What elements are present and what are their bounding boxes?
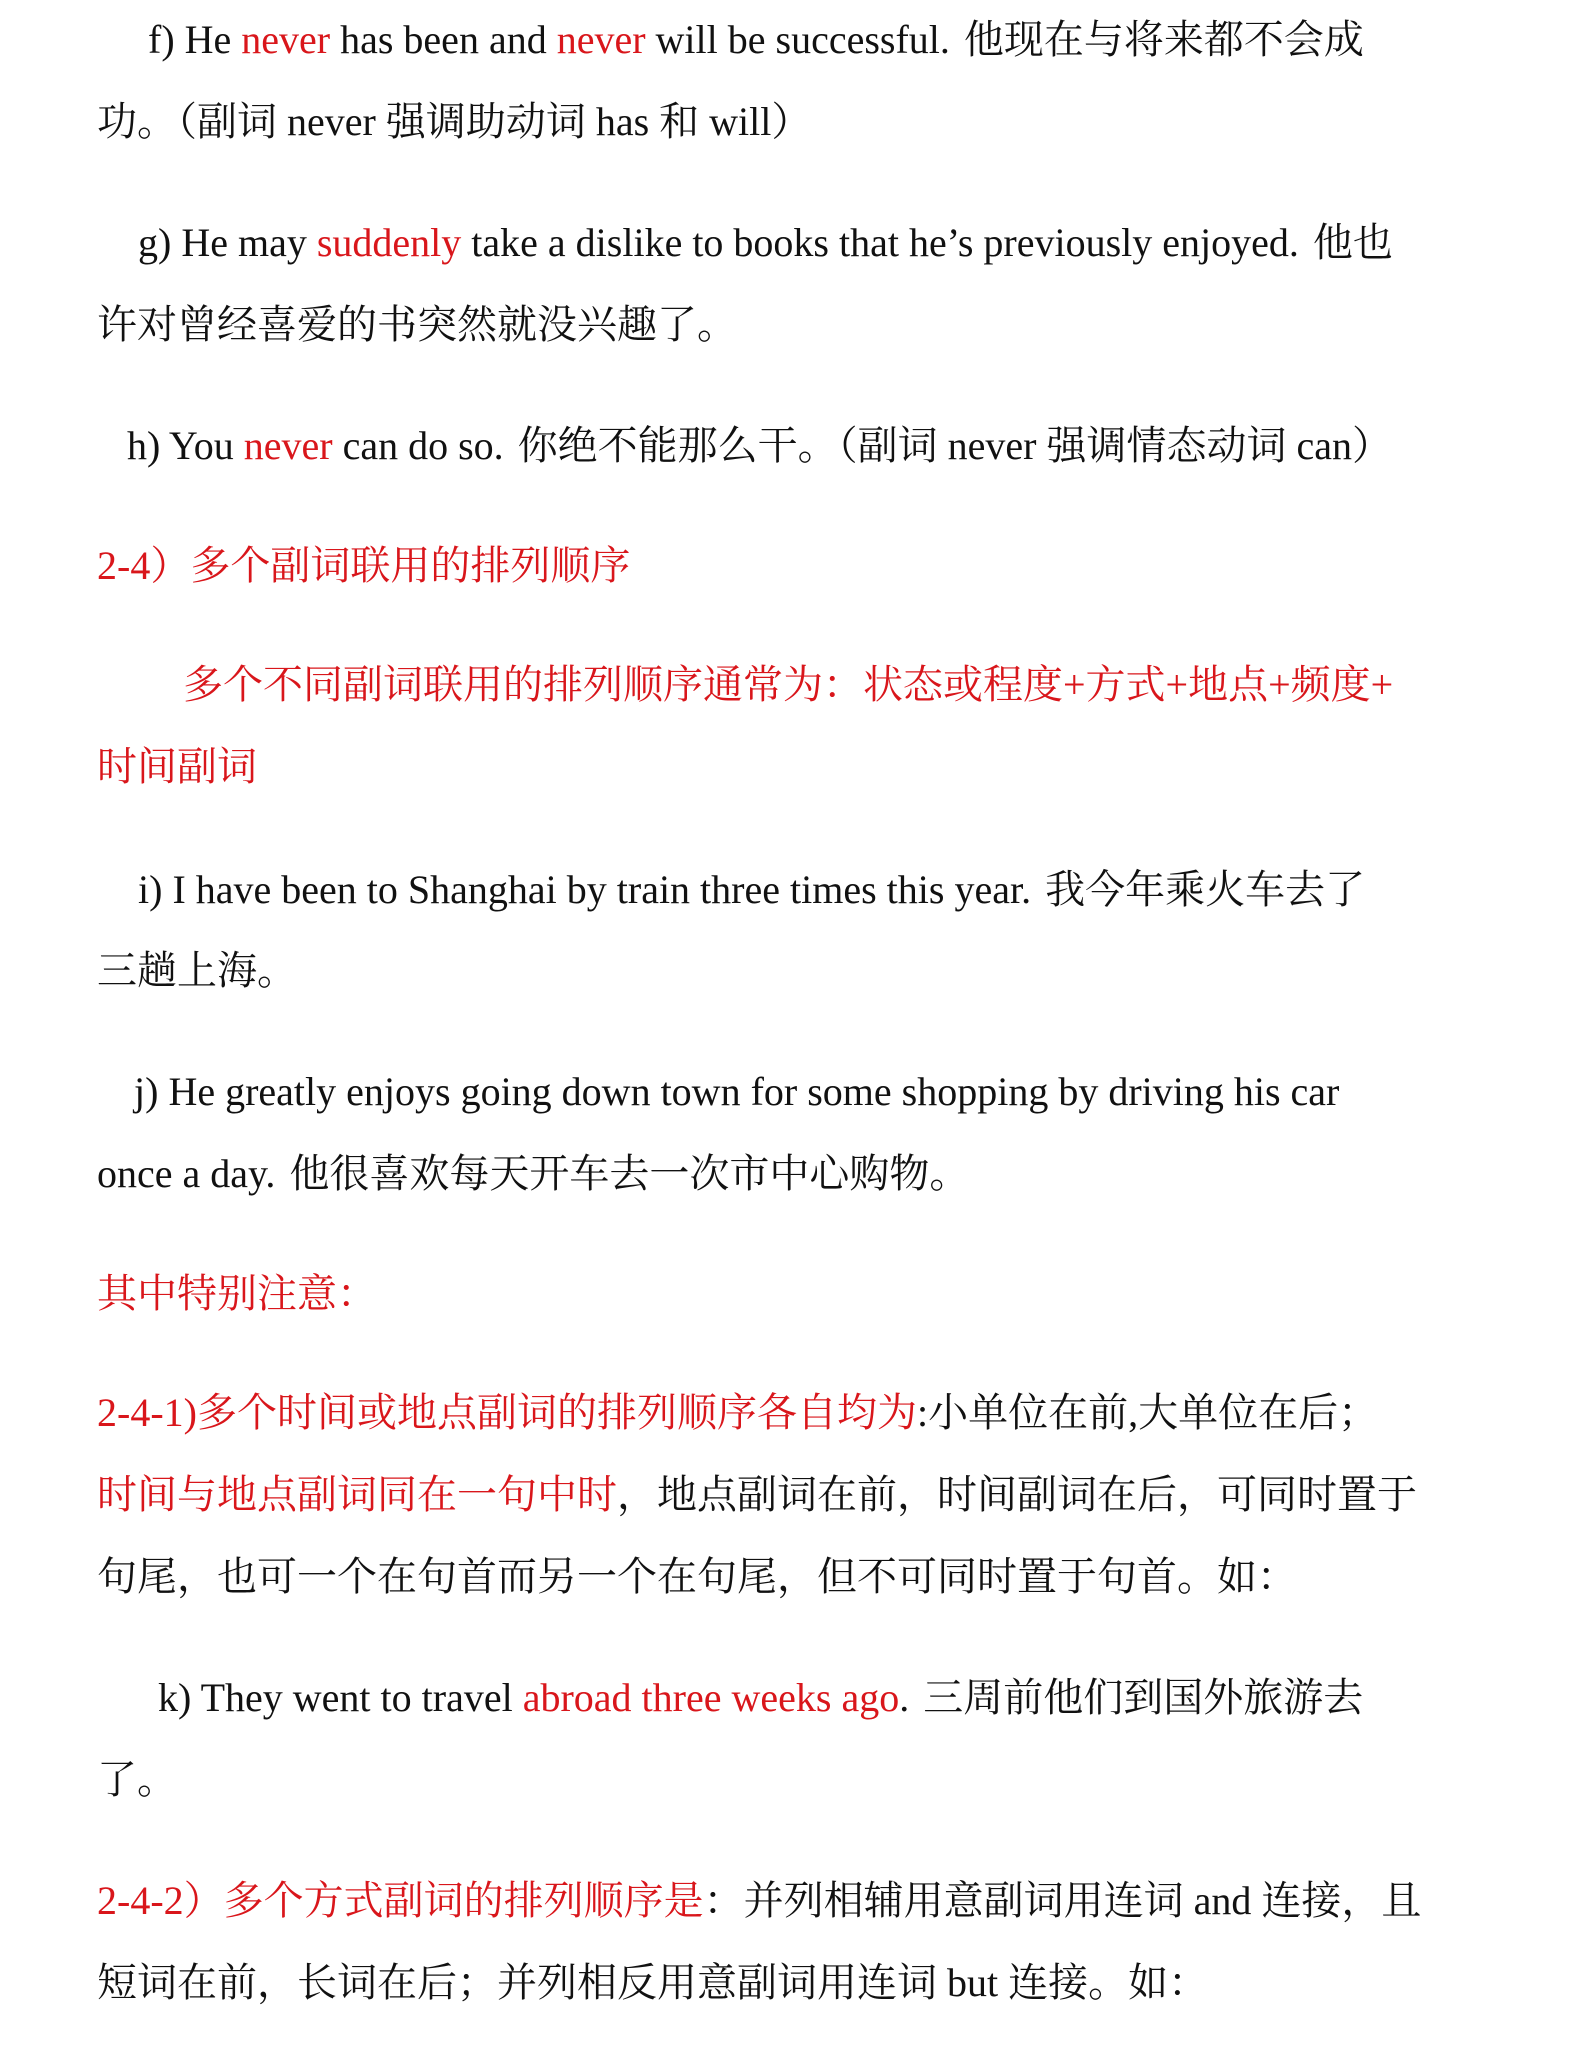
- section-2-4-2-line2: 短词在前，长词在后；并列相反用意副词用连词 but 连接。如：: [97, 1960, 1209, 2005]
- example-label: h): [127, 423, 161, 468]
- chinese-translation: 他也: [1312, 220, 1393, 265]
- example-i-line1: i) I have been to Shanghai by train three times this year. 我今年乘火车去了: [138, 867, 1366, 912]
- highlight-word: never: [241, 17, 331, 62]
- example-h-line1: h) You never can do so. 你绝不能那么干。（副词 never 强调情态动词 can）: [127, 423, 1392, 468]
- example-j-line1: j) He greatly enjoys going down town for some shopping by driving his car: [134, 1069, 1340, 1114]
- chinese-translation: 他现在与将来都不会成: [963, 17, 1364, 62]
- section-heading-2-4-1: 2-4-1)多个时间或地点副词的排列顺序各自均为: [97, 1390, 917, 1435]
- example-g-line1: g) He may suddenly take a dislike to books that he’s previously enjoyed. 他也: [138, 220, 1393, 265]
- chinese-translation: 你绝不能那么干。（副词 never 强调情态动词 can）: [517, 423, 1392, 468]
- example-j-line2: once a day. 他很喜欢每天开车去一次市中心购物。: [97, 1151, 970, 1196]
- section-2-4-1-line3: 句尾，也可一个在句首而另一个在句尾，但不可同时置于句首。如：: [97, 1554, 1297, 1599]
- example-label: i): [138, 867, 163, 912]
- section-heading-2-4: 2-4）多个副词联用的排列顺序: [97, 543, 631, 588]
- note-heading: 其中特别注意：: [97, 1271, 377, 1316]
- highlight-word: suddenly: [316, 220, 462, 265]
- example-label: j): [134, 1069, 159, 1114]
- highlight-phrase: abroad three weeks ago: [522, 1675, 900, 1720]
- example-f-line2: 功。（副词 never 强调助动词 has 和 will）: [97, 99, 812, 144]
- rule-line1: 多个不同副词联用的排列顺序通常为：状态或程度+方式+地点+频度+: [183, 662, 1394, 707]
- highlight-word: never: [243, 423, 333, 468]
- example-g-line2: 许对曾经喜爱的书突然就没兴趣了。: [97, 302, 737, 347]
- chinese-translation: 他很喜欢每天开车去一次市中心购物。: [289, 1151, 970, 1196]
- section-2-4-2-line1: 2-4-2）多个方式副词的排列顺序是：并列相辅用意副词用连词 and 连接，且: [97, 1878, 1422, 1923]
- section-heading-2-4-2: 2-4-2）多个方式副词的排列顺序是: [97, 1878, 704, 1923]
- example-label: k): [158, 1675, 192, 1720]
- highlight-word: never: [556, 17, 646, 62]
- example-i-line2: 三趟上海。: [97, 948, 297, 993]
- example-label: g): [138, 220, 172, 265]
- chinese-translation: 三周前他们到国外旅游去: [923, 1675, 1364, 1720]
- section-2-4-1-line2: 时间与地点副词同在一句中时，地点副词在前，时间副词在后，可同时置于: [97, 1472, 1417, 1517]
- example-label: f): [148, 17, 175, 62]
- section-2-4-1-line1: 2-4-1)多个时间或地点副词的排列顺序各自均为:小单位在前,大单位在后；: [97, 1390, 1379, 1435]
- chinese-translation: 我今年乘火车去了: [1045, 867, 1366, 912]
- example-k-line1: k) They went to travel abroad three weeks ago. 三周前他们到国外旅游去: [158, 1675, 1364, 1720]
- example-f-line1: f) He never has been and never will be successful. 他现在与将来都不会成: [148, 17, 1364, 62]
- rule-line2: 时间副词: [97, 744, 257, 789]
- example-k-line2: 了。: [97, 1757, 177, 1802]
- highlight-phrase: 时间与地点副词同在一句中时: [97, 1472, 617, 1517]
